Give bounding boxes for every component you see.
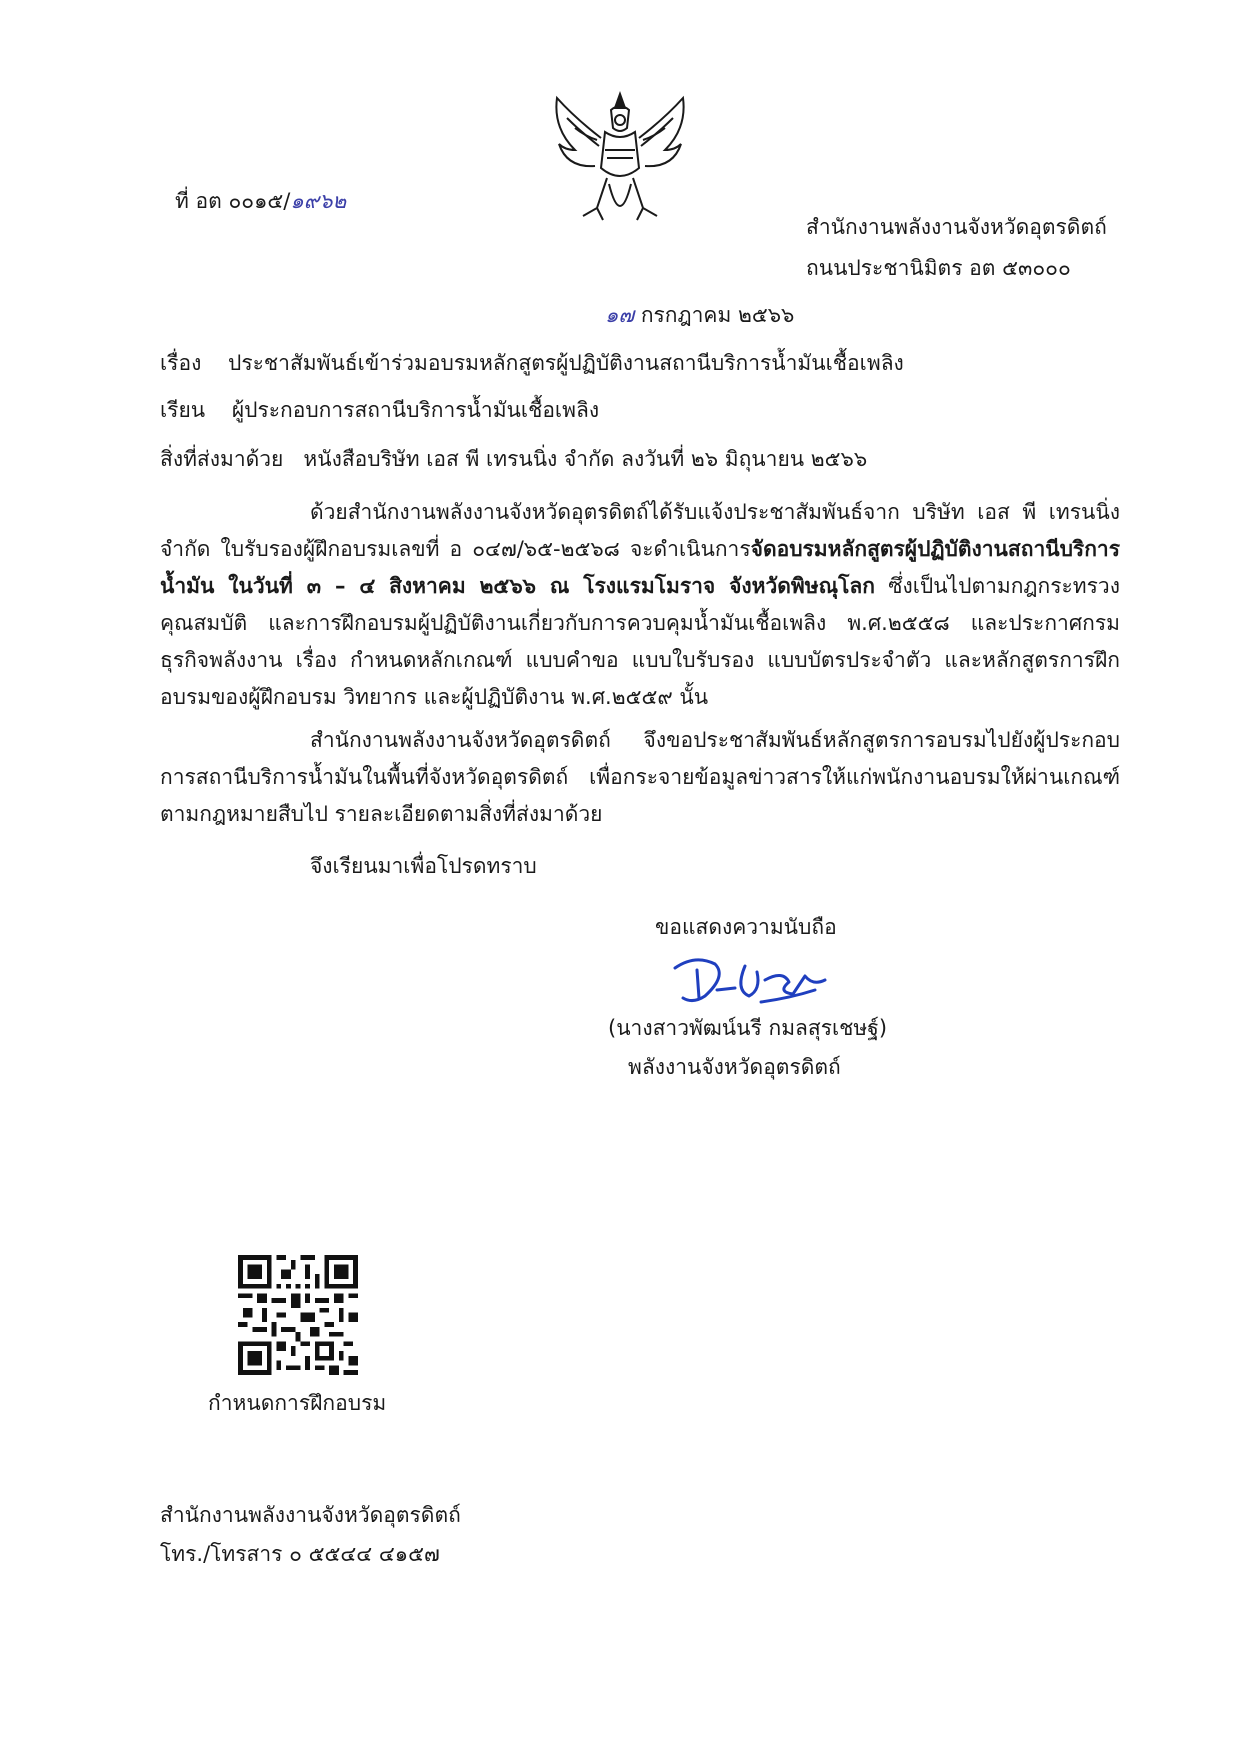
qr-caption: กำหนดการฝึกอบรม [208, 1391, 387, 1415]
subject-label: เรื่อง [160, 351, 202, 375]
reference-prefix: ที่ อต ๐๐๑๕/ [175, 189, 291, 213]
signer-name: (นางสาวพัฒน์นรี กมลสุรเชษฐ์) [608, 1016, 888, 1040]
office-address: ถนนประชานิมิตร อต ๕๓๐๐๐ [806, 256, 1071, 280]
paragraph-1-regulations: ซึ่งเป็นไปตามกฎกระทรวง คุณสมบัติ และการฝึกอบรมผู้ปฏิบัติงานเกี่ยวกับการควบคุมน้ำมันเชื้อเพลิง พ.ศ.๒๕๕๘ และประกาศกรมธุรกิจพลังงาน เรื่อง กำหนดหลักเกณฑ์ แบบคำขอ แบบใบรับรอง แบบบัตรประจำตัว และหลักสูตรการฝึกอบรมของผู้ฝึกอบรม วิทยากร และผู้ปฏิบัติงาน พ.ศ.๒๕๕๙ นั้น [160, 574, 1120, 709]
enclosure-line [160, 444, 867, 474]
paragraph-2-text: สำนักงานพลังงานจังหวัดอุตรดิตถ์ จึงขอประชาสัมพันธ์หลักสูตรการอบรมไปยังผู้ประกอบการสถานีบริการน้ำมันในพื้นที่จังหวัดอุตรดิตถ์ เพื่อกระจายข้อมูลข่าวสารให้แก่พนักงานอบรมให้ผ่านเกณฑ์ตามกฎหมายสืบไป รายละเอียดตามสิ่งที่ส่งมาด้วย [160, 728, 1120, 826]
recipient-line [160, 395, 599, 425]
enclosure-text: หนังสือบริษัท เอส พี เทรนนิ่ง จำกัด ลงวันที่ ๒๖ มิถุนายน ๒๕๖๖ [303, 447, 868, 471]
paragraph-1-highlight: จัดอบรมหลักสูตรผู้ปฏิบัติงานสถานีบริการน้ำมัน ในวันที่ ๓ – ๔ สิงหาคม ๒๕๖๖ ณ โรงแรมโมราจ จังหวัดพิษณุโลก [160, 537, 1120, 598]
salutation: ขอแสดงความนับถือ [655, 915, 837, 939]
reference-handwritten-number: ๑๙๖๒ [290, 189, 347, 213]
recipient-label: เรียน [160, 398, 206, 422]
reference-number [175, 186, 346, 216]
enclosure-label: สิ่งที่ส่งมาด้วย [160, 447, 284, 471]
date-day-handwritten: ๑๗ [605, 303, 635, 327]
signer-title: พลังงานจังหวัดอุตรดิตถ์ [628, 1055, 841, 1079]
garuda-emblem [545, 88, 695, 236]
signature [665, 950, 835, 1020]
footer-phone: โทร./โทรสาร ๐ ๕๕๔๔ ๔๑๕๗ [160, 1542, 440, 1566]
body-paragraph-2 [160, 722, 1120, 833]
closing-line: จึงเรียนมาเพื่อโปรดทราบ [310, 854, 537, 878]
footer-office: สำนักงานพลังงานจังหวัดอุตรดิตถ์ [160, 1503, 461, 1527]
office-name: สำนักงานพลังงานจังหวัดอุตรดิตถ์ [806, 215, 1107, 239]
subject-text: ประชาสัมพันธ์เข้าร่วมอบรมหลักสูตรผู้ปฏิบัติงานสถานีบริการน้ำมันเชื้อเพลิง [228, 351, 904, 375]
paragraph-1-intro: ด้วยสำนักงานพลังงานจังหวัดอุตรดิตถ์ได้รับแจ้งประชาสัมพันธ์จาก บริษัท เอส พี เทรนนิ่ง จำกัด ใบรับรองผู้ฝึกอบรมเลขที่ อ ๐๔๗/๖๕-๒๕๖๘ จะดำเนินการ [160, 500, 1120, 561]
letter-date [605, 300, 794, 330]
body-paragraph-1 [160, 494, 1120, 716]
qr-code[interactable] [238, 1255, 358, 1375]
recipient-text: ผู้ประกอบการสถานีบริการน้ำมันเชื้อเพลิง [231, 398, 600, 422]
subject-line [160, 348, 904, 378]
date-month-year: กรกฎาคม ๒๕๖๖ [640, 303, 795, 327]
